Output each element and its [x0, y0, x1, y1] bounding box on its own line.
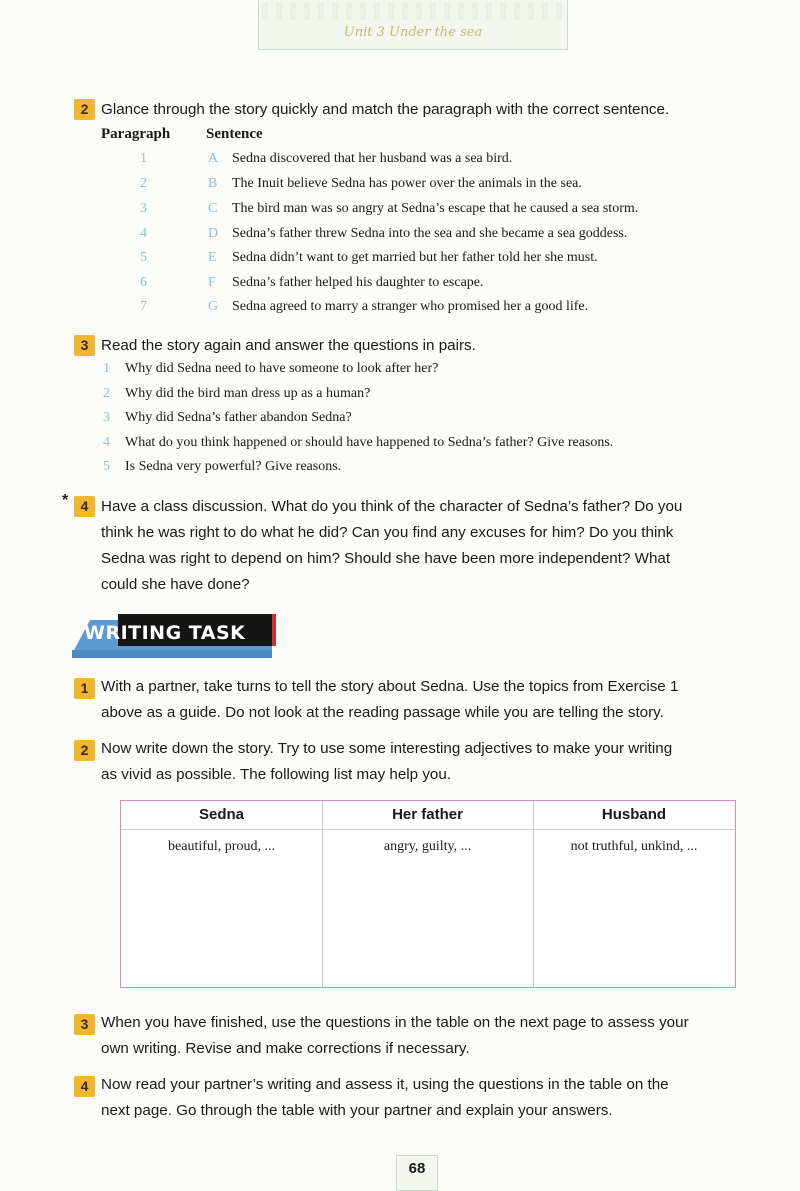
paragraph-number: 2	[140, 176, 147, 191]
sentence-text: Sedna’s father threw Sedna into the sea and she became a sea goddess.	[232, 226, 628, 241]
exercise-number: 3	[74, 1014, 95, 1035]
sentence-letter: B	[208, 176, 218, 191]
writing-4-line: next page. Go through the table with your partner and explain your answers.	[101, 1102, 613, 1119]
paragraph-number: 6	[140, 275, 147, 290]
writing-4-line: Now read your partner’s writing and assess it, using the questions in the table on the	[101, 1076, 669, 1093]
exercise-number: 1	[74, 678, 95, 699]
question-text: Why did Sedna’s father abandon Sedna?	[125, 410, 352, 425]
table-cell: angry, guilty, ...	[383, 839, 472, 854]
sentence-text: Sedna didn’t want to get married but her father told her she must.	[232, 250, 598, 265]
sentence-text: The bird man was so angry at Sedna’s escape that he caused a sea storm.	[232, 201, 639, 216]
paragraph-number: 5	[140, 250, 147, 265]
question-number: 2	[103, 386, 110, 401]
paragraph-number: 3	[140, 201, 147, 216]
exercise-4-line: Have a class discussion. What do you think of the character of Sedna’s father? Do you	[101, 498, 683, 515]
page-number: 68	[408, 1160, 426, 1177]
sentence-letter: G	[208, 299, 219, 314]
writing-1-line: above as a guide. Do not look at the reading passage while you are telling the story.	[101, 704, 664, 721]
exercise-4-line: think he was right to do what he did? Can you find any excuses for him? Do you think	[101, 524, 674, 541]
exercise-4-line: Sedna was right to depend on him? Should she have been more independent? What	[101, 550, 671, 567]
exercise-4-line: could she have done?	[101, 576, 250, 593]
column-header-sentence: Sentence	[206, 126, 263, 142]
exercise-number: 4	[74, 496, 95, 517]
question-number: 1	[103, 361, 110, 376]
paragraph-number: 1	[140, 151, 147, 166]
sentence-letter: A	[208, 151, 219, 166]
banner-accent	[272, 614, 276, 646]
question-number: 3	[103, 410, 110, 425]
question-text: Is Sedna very powerful? Give reasons.	[125, 459, 342, 474]
exercise-3	[74, 335, 95, 356]
banner-underline	[72, 650, 272, 658]
sentence-letter: E	[208, 250, 217, 265]
sentence-letter: F	[208, 275, 216, 290]
writing-exercise-2	[74, 740, 95, 761]
writing-exercise-3	[74, 1014, 95, 1035]
table-cell: not truthful, unkind, ...	[570, 839, 698, 854]
sentence-letter: C	[208, 201, 218, 216]
table-cell: beautiful, proud, ...	[168, 839, 275, 854]
exercise-number: 4	[74, 1076, 95, 1097]
table-header-husband: Husband	[601, 806, 667, 823]
unit-title: Unit 3 Under the sea	[343, 25, 483, 40]
header-decoration	[262, 2, 562, 20]
exercise-2-instruction: Glance through the story quickly and match the paragraph with the correct sentence.	[101, 101, 670, 118]
writing-2-line: as vivid as possible. The following list may help you.	[101, 766, 452, 783]
table-header-sedna: Sedna	[198, 806, 244, 823]
paragraph-number: 7	[140, 299, 147, 314]
table-header-father: Her father	[392, 806, 463, 823]
writing-task-heading: WRITING TASK	[84, 622, 246, 644]
exercise-number: 2	[74, 740, 95, 761]
question-text: Why did Sedna need to have someone to look after her?	[125, 361, 439, 376]
question-text: Why did the bird man dress up as a human?	[125, 386, 371, 401]
writing-1-line: With a partner, take turns to tell the story about Sedna. Use the topics from Exercise 1	[101, 678, 679, 695]
sentence-text: The Inuit believe Sedna has power over the animals in the sea.	[232, 176, 582, 191]
exercise-number: 3	[74, 335, 95, 356]
writing-3-line: When you have finished, use the questions in the table on the next page to assess your	[101, 1014, 689, 1031]
adjective-table	[120, 800, 736, 988]
table-header-rule	[121, 829, 735, 830]
exercise-number: 2	[74, 99, 95, 120]
column-header-paragraph: Paragraph	[101, 126, 171, 142]
sentence-text: Sedna’s father helped his daughter to escape.	[232, 275, 484, 290]
writing-exercise-1	[74, 678, 95, 699]
sentence-text: Sedna agreed to marry a stranger who promised her a good life.	[232, 299, 589, 314]
exercise-3-instruction: Read the story again and answer the questions in pairs.	[101, 337, 476, 354]
asterisk-marker: *	[62, 492, 69, 509]
question-text: What do you think happened or should have happened to Sedna’s father? Give reasons.	[125, 435, 614, 450]
exercise-2	[74, 99, 95, 120]
question-number: 5	[103, 459, 110, 474]
writing-exercise-4	[74, 1076, 95, 1097]
paragraph-number: 4	[140, 226, 147, 241]
sentence-letter: D	[208, 226, 219, 241]
writing-2-line: Now write down the story. Try to use some interesting adjectives to make your writing	[101, 740, 673, 757]
writing-3-line: own writing. Revise and make corrections if necessary.	[101, 1040, 470, 1057]
exercise-4	[74, 496, 95, 517]
sentence-text: Sedna discovered that her husband was a sea bird.	[232, 151, 513, 166]
question-number: 4	[103, 435, 110, 450]
